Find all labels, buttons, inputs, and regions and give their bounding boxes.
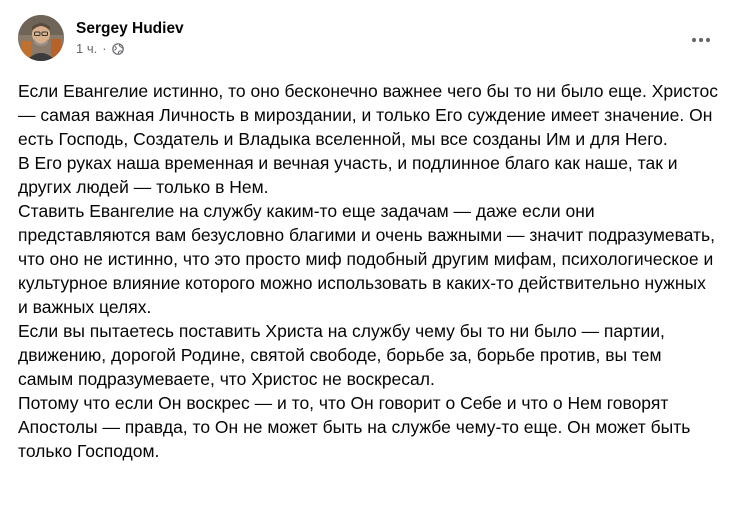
post-timestamp[interactable]: 1 ч. bbox=[76, 41, 98, 56]
avatar-photo bbox=[18, 15, 64, 61]
post-header bbox=[18, 14, 184, 62]
post-meta bbox=[76, 19, 184, 57]
more-options-button[interactable] bbox=[683, 22, 719, 58]
meta-separator: · bbox=[102, 41, 107, 56]
author-avatar[interactable] bbox=[18, 15, 64, 61]
post-paragraph: Если Евангелие истинно, то оно бесконечно важнее чего бы то ни было еще. Христос — самая важная Личность в мироздании, и только Его суждение имеет значение. Он есть Господь, Создатель и Владыка вселенной, мы все созданы Им и для Него. bbox=[18, 81, 718, 149]
post-paragraph: Если вы пытаетесь поставить Христа на службу чему бы то ни было — партии, движению, дорогой Родине, святой свободе, борьбе за, борьбе против, вы тем самым подразумеваете, что Христос не воскресал. bbox=[18, 321, 665, 389]
post-paragraph: Ставить Евангелие на службу каким-то еще задачам — даже если они представляются вам безусловно благими и очень важными — значит подразумевать, что оно не истинно, что это просто миф подобный другим мифам, психологическое и культурное влияние которого можно использовать в каких-то действительно нужных и важных целях. bbox=[18, 201, 716, 317]
post-paragraph: В Его руках наша временная и вечная участь, и подлинное благо как наше, так и других людей — только в Нем. bbox=[18, 153, 678, 197]
more-horizontal-icon bbox=[691, 37, 711, 43]
globe-icon[interactable] bbox=[112, 43, 124, 55]
post-subline bbox=[76, 41, 184, 57]
post-body bbox=[18, 79, 718, 463]
author-name[interactable]: Sergey Hudiev bbox=[76, 20, 184, 37]
post-paragraph: Потому что если Он воскрес — и то, что Он говорит о Себе и что о Нем говорят Апостолы — правда, то Он не может быть на службе чему-то еще. Он может быть только Господом. bbox=[18, 393, 691, 461]
